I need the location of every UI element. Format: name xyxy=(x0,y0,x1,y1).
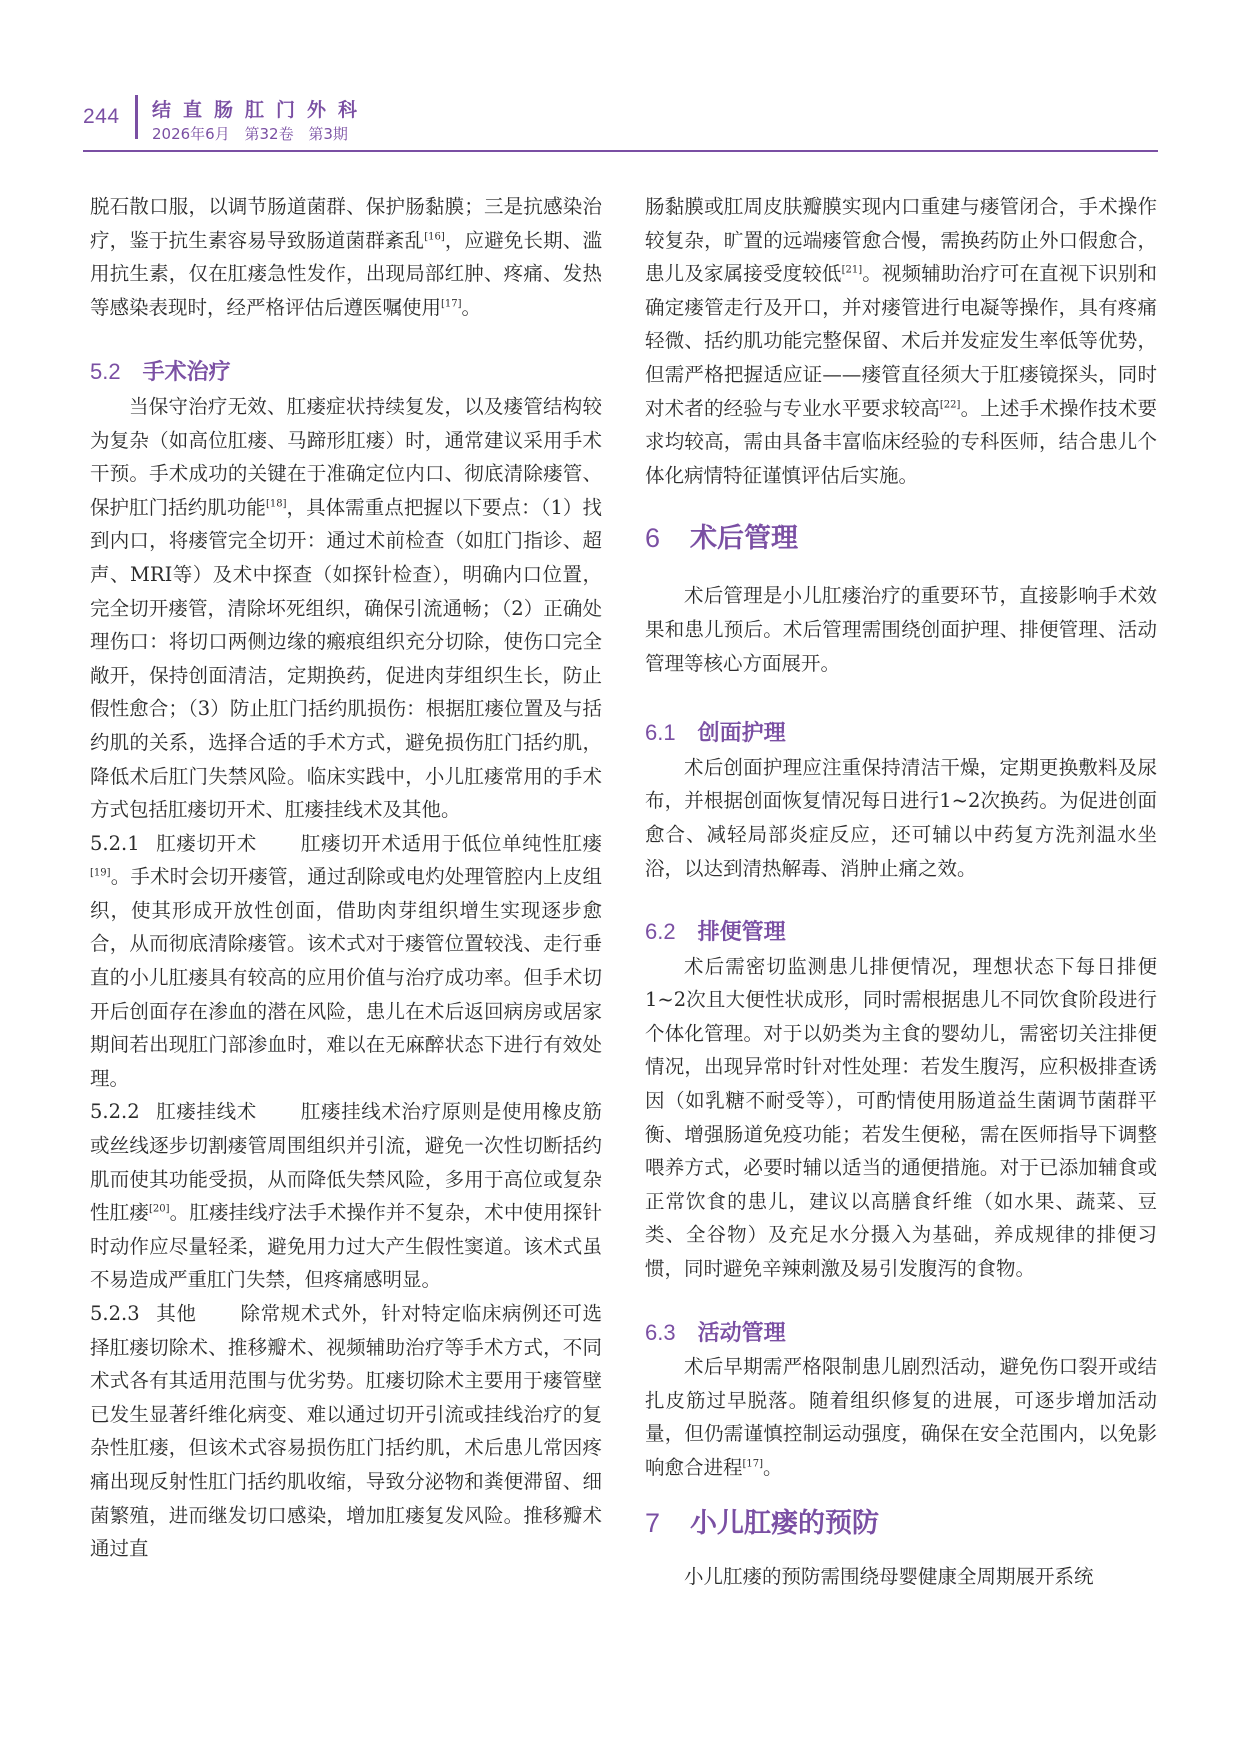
subsection-5-2-1: 5.2.1 肛瘘切开术 肛瘘切开术适用于低位单纯性肛瘘[19]。手术时会切开瘘管，通过刮除或电灼处理管腔内上皮组织，使其形成开放性创面，借助肉芽组织增生实现逐步愈合，从而彻底清除瘘管。该术式对于瘘管位置较浅、走行垂直的小儿肛瘘具有较高的应用价值与治疗成功率。但手术切开后创面存在渗血的潜在风险，患儿在术后返回病房或居家期间若出现肛门部渗血时，难以在无麻醉状态下进行有效处理。 xyxy=(90,831,602,1090)
section-heading-5-2: 5.2 手术治疗 xyxy=(90,359,231,386)
section-heading-7: 7 小儿肛瘘的预防 xyxy=(645,1507,880,1539)
section-heading-6: 6 术后管理 xyxy=(645,523,799,555)
header-rule xyxy=(83,150,1158,152)
section-heading-6-2: 6.2 排便管理 xyxy=(645,919,786,946)
issue-date: 2026年6月 xyxy=(152,125,230,143)
right-column xyxy=(645,190,1157,1593)
issue-info xyxy=(152,123,358,144)
citation[interactable]: [21] xyxy=(841,264,863,276)
citation[interactable]: [22] xyxy=(939,399,961,411)
citation[interactable]: [20] xyxy=(148,1203,170,1215)
citation[interactable]: [17] xyxy=(742,1458,764,1470)
paragraph: 当保守治疗无效、肛瘘症状持续复发，以及瘘管结构较为复杂（如高位肛瘘、马蹄形肛瘘）时，通常建议采用手术干预。手术成功的关键在于准确定位内口、彻底清除瘘管、保护肛门括约肌功能[18]，具体需重点把握以下要点：（1）找到内口，将瘘管完全切开：通过术前检查（如肛门指诊、超声、MRI等）及术中探查（如探针检查），明确内口位置，完全切开瘘管，清除坏死组织，确保引流通畅；（2）正确处理伤口：将切口两侧边缘的瘢痕组织充分切除，使伤口完全敞开，保持创面清洁，定期换药，促进肉芽组织生长，防止假性愈合；（3）防止肛门括约肌损伤：根据肛瘘位置及与括约肌的关系，选择合适的手术方式，避免损伤肛门括约肌，降低术后肛门失禁风险。临床实践中，小儿肛瘘常用的手术方式包括肛瘘切开术、肛瘘挂线术及其他。 xyxy=(90,394,602,822)
paragraph: 术后早期需严格限制患儿剧烈活动，避免伤口裂开或结扎皮筋过早脱落。随着组织修复的进展，可逐步增加活动量，但仍需谨慎控制运动强度，确保在安全范围内，以免影响愈合进程[17]。 xyxy=(645,1355,1157,1479)
section-heading-6-3: 6.3 活动管理 xyxy=(645,1319,786,1346)
paragraph: 术后创面护理应注重保持清洁干燥，定期更换敷料及尿布，并根据创面恢复情况每日进行1~2次换药。为促进创面愈合、减轻局部炎症反应，还可辅以中药复方洗剂温水坐浴，以达到清热解毒、消肿止痛之效。 xyxy=(645,755,1157,880)
issue-number: 第3期 xyxy=(308,125,348,143)
paragraph: 脱石散口服，以调节肠道菌群、保护肠黏膜；三是抗感染治疗，鉴于抗生素容易导致肠道菌群紊乱[16]，应避免长期、滥用抗生素，仅在肛瘘急性发作，出现局部红肿、疼痛、发热等感染表现时，经严格评估后遵医嘱使用[17]。 xyxy=(90,195,602,319)
section-heading-6-1: 6.1 创面护理 xyxy=(645,720,786,747)
citation[interactable]: [18] xyxy=(265,498,287,510)
journal-name: 结直肠肛门外科 xyxy=(152,99,370,121)
paragraph: 肠黏膜或肛周皮肤瓣膜实现内口重建与瘘管闭合，手术操作较复杂，旷置的远端瘘管愈合慢，需换药防止外口假愈合，患儿及家属接受度较低[21]。视频辅助治疗可在直视下识别和确定瘘管走行及开口，并对瘘管进行电凝等操作，具有疼痛轻微、括约肌功能完整保留、术后并发症发生率低等优势，但需严格把握适应证——瘘管直径须大于肛瘘镜探头，同时对术者的经验与专业水平要求较高[22]。上述手术操作技术要求均较高，需由具备丰富临床经验的专科医师，结合患儿个体化病情特征谨慎评估后实施。 xyxy=(645,195,1157,487)
left-column xyxy=(90,190,602,1566)
citation[interactable]: [17] xyxy=(441,298,462,310)
header-divider xyxy=(135,95,138,139)
paragraph: 小儿肛瘘的预防需围绕母婴健康全周期展开系统 xyxy=(684,1564,1094,1588)
paragraph: 术后需密切监测患儿排便情况，理想状态下每日排便1~2次且大便性状成形，同时需根据患儿不同饮食阶段进行个体化管理。对于以奶类为主食的婴幼儿，需密切关注排便情况，出现异常时针对性处理：若发生腹泻，应积极排查诱因（如乳糖不耐受等），可酌情使用肠道益生菌调节菌群平衡、增强肠道免疫功能；若发生便秘，需在医师指导下调整喂养方式，必要时辅以适当的通便措施。对于已添加辅食或正常饮食的患儿，建议以高膳食纤维（如水果、蔬菜、豆类、全谷物）及充足水分摄入为基础，养成规律的排便习惯，同时避免辛辣刺激及易引发腹泻的食物。 xyxy=(645,954,1157,1281)
page-header xyxy=(0,0,1241,160)
page-number: 244 xyxy=(83,105,120,128)
issue-volume: 第32卷 xyxy=(244,125,294,143)
citation[interactable]: [16] xyxy=(424,231,445,243)
subsection-5-2-2: 5.2.2 肛瘘挂线术 肛瘘挂线术治疗原则是使用橡皮筋或丝线逐步切割瘘管周围组织并引流，避免一次性切断括约肌而使其功能受损，从而降低失禁风险，多用于高位或复杂性肛瘘[20]。肛瘘挂线疗法手术操作并不复杂，术中使用探针时动作应尽量轻柔，避免用力过大产生假性窦道。该术式虽不易造成严重肛门失禁，但疼痛感明显。 xyxy=(90,1100,602,1292)
citation[interactable]: [19] xyxy=(90,867,111,879)
subsection-5-2-3: 5.2.3 其他 除常规术式外，针对特定临床病例还可选择肛瘘切除术、推移瓣术、视频辅助治疗等手术方式，不同术式各有其适用范围与优劣势。肛瘘切除术主要用于瘘管壁已发生显著纤维化病变、难以通过切开引流或挂线治疗的复杂性肛瘘，但该术式容易损伤肛门括约肌，术后患儿常因疼痛出现反射性肛门括约肌收缩，导致分泌物和粪便滞留、细菌繁殖，进而继发切口感染，增加肛瘘复发风险。推移瓣术通过直 xyxy=(90,1302,602,1561)
paragraph: 术后管理是小儿肛瘘治疗的重要环节，直接影响手术效果和患儿预后。术后管理需围绕创面护理、排便管理、活动管理等核心方面展开。 xyxy=(645,584,1157,675)
